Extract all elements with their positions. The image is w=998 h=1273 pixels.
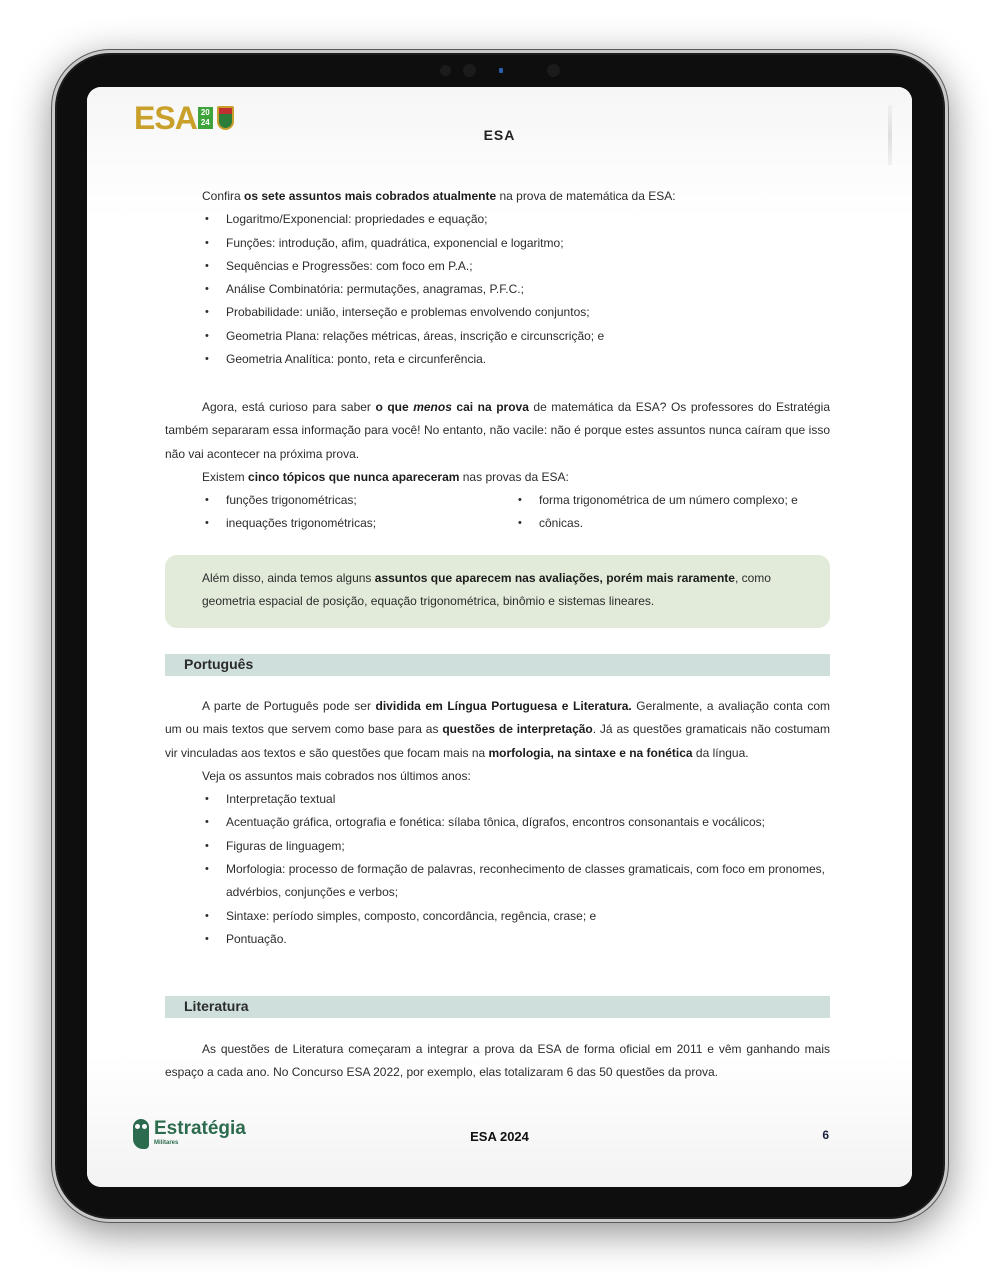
math-top-topics [165,185,830,371]
list-item: • Logaritmo/Exponencial: propriedades e equação; [205,208,830,231]
list-item: • inequações trigonométricas; [205,512,518,535]
page-number: 6 [822,1128,829,1142]
literatura-paragraph: As questões de Literatura começaram a integrar a prova da ESA de forma oficial em 2011 e vêm ganhando mais espaço a cada ano. No Concurso ESA 2022, por exemplo, elas totalizaram 6 das 50 questões da prova. [165,1042,830,1080]
camera-lens-icon [463,64,476,77]
top-topics-list [165,208,830,371]
year-badge: 20 24 [198,107,213,129]
less-paragraph: Agora, está curioso para saber o que menos cai na prova de matemática da ESA? Os professores do Estratégia também separaram essa informação para você! No entanto, não vacile: não é porque estes assuntos nunca caíram que isso não vai acontecer na próxima prova. [165,400,830,461]
brand-subtitle: Militares [154,1140,179,1146]
esa-logo-text: ESA [134,100,197,136]
list-item: • Interpretação textual [205,788,830,811]
list-item: • funções trigonométricas; [205,489,518,512]
document-page[interactable] [87,87,912,1187]
list-item: • Geometria Analítica: ponto, reta e circunferência. [205,348,830,371]
portugues-topics-list [165,788,830,951]
camera-led-icon [499,68,503,73]
list-item: • Pontuação. [205,928,830,951]
portugues-list-intro: Veja os assuntos mais cobrados nos últimos anos: [202,768,471,783]
footer-title: ESA 2024 [470,1129,529,1144]
literatura-content [165,1038,830,1085]
sensor-icon [440,65,451,76]
sensor-icon [547,64,560,77]
never-intro: Existem cinco tópicos que nunca apareceram nas provas da ESA: [202,469,569,484]
list-item: • Funções: introdução, afim, quadrática, exponencial e logaritmo; [205,232,830,255]
math-intro: Confira os sete assuntos mais cobrados atualmente na prova de matemática da ESA: [202,189,676,203]
camera-bar [435,63,575,79]
section-heading-literatura: Literatura [165,996,830,1018]
portugues-paragraph: A parte de Português pode ser dividida em Língua Portuguesa e Literatura. Geralmente, a avaliação conta com um ou mais textos que servem como base para as questões de interpretação. Já as questões gramaticais não costumam vir vinculadas aos textos e são questões que focam mais na morfologia, na sintaxe e na fonética da língua. [165,699,830,760]
brand-name: Estratégia [154,1118,246,1139]
never-topics-list [165,489,830,536]
list-item: • Sequências e Progressões: com foco em P.A.; [205,255,830,278]
list-item: • Morfologia: processo de formação de palavras, reconhecimento de classes gramaticais, com foco em pronomes, advérbios, conjunções e verbos; [205,858,830,905]
rare-topics-callout: Além disso, ainda temos alguns assuntos que aparecem nas avaliações, porém mais raramente, como geometria espacial de posição, equação trigonométrica, binômio e sistemas lineares. [165,555,830,628]
list-item: • Geometria Plana: relações métricas, áreas, inscrição e circunscrição; e [205,325,830,348]
list-item: • Acentuação gráfica, ortografia e fonética: sílaba tônica, dígrafos, encontros consonantais e vocálicos; [205,811,830,834]
math-less-frequent [165,396,830,536]
section-heading-portugues: Português [165,654,830,676]
list-item: • forma trigonométrica de um número complexo; e [518,489,830,512]
list-item: • Sintaxe: período simples, composto, concordância, regência, crase; e [205,905,830,928]
page-header-title: ESA [483,127,516,143]
list-item: • Figuras de linguagem; [205,835,830,858]
portugues-content [165,695,830,951]
tablet-screen [87,87,912,1187]
list-item: • Análise Combinatória: permutações, anagramas, P.F.C.; [205,278,830,301]
list-item: • Probabilidade: união, interseção e problemas envolvendo conjuntos; [205,301,830,324]
list-item: • cônicas. [518,512,830,535]
